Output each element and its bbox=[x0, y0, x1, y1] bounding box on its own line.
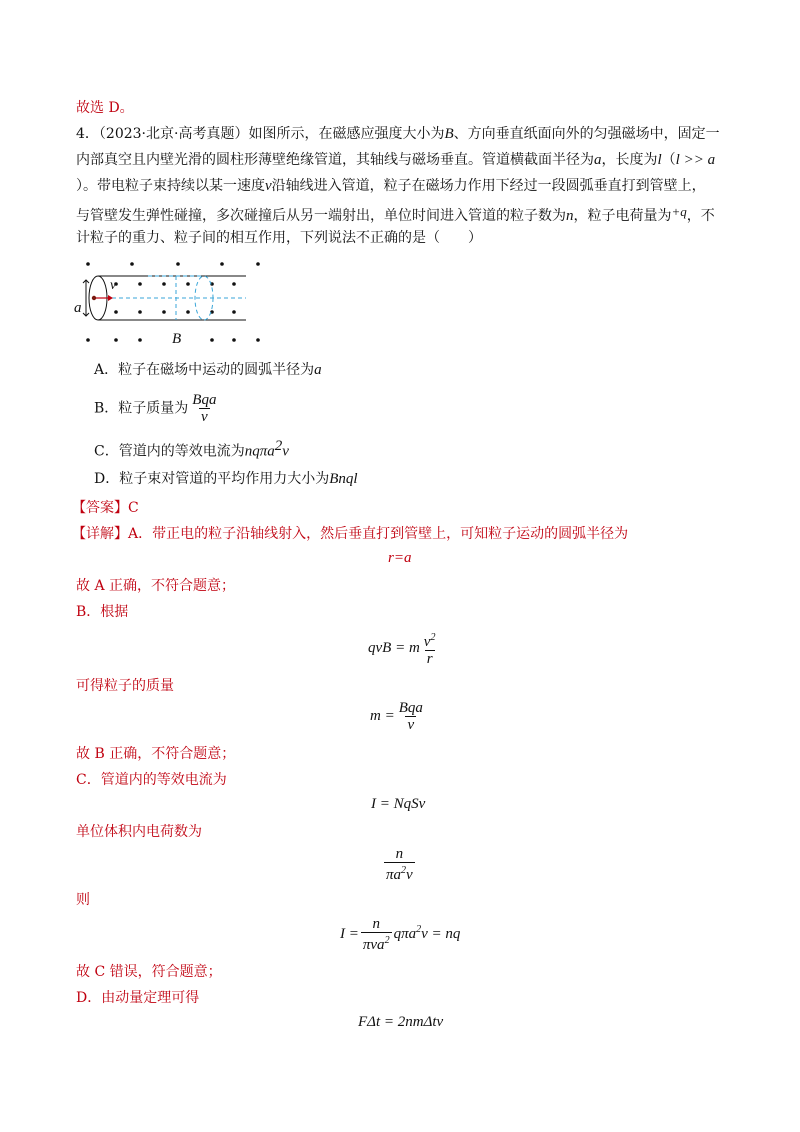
radius-marker bbox=[83, 280, 89, 316]
question-line-5: 计粒子的重力、粒子间的相互作用，下列说法不正确的是（ ） bbox=[76, 230, 482, 246]
question-line-4: 与管壁发生弹性碰撞，多次碰撞后从另一端射出，单位时间进入管道的粒子数为n，粒子电荷量为+q，不 bbox=[76, 204, 715, 224]
figure-label-a: a bbox=[74, 300, 82, 316]
detail-a-conclusion: 故 A 正确，不符合题意； bbox=[76, 578, 236, 594]
velocity-arrow bbox=[92, 295, 113, 301]
equation-1: qvB = m $\frac{v^2}{r}$ bbox=[368, 632, 436, 667]
question-number: 4． bbox=[76, 126, 99, 142]
figure-label-v: v bbox=[110, 278, 117, 293]
equation-2: m = $\frac{\text{Bqa}}{v}$ bbox=[370, 700, 423, 733]
equation-3: I = NqSv bbox=[371, 796, 426, 812]
question-line-3: ）。带电粒子束持续以某一速度v沿轴线进入管道，粒子在磁场力作用下经过一段圆弧垂直打到管壁上， bbox=[76, 178, 706, 194]
detail-c-intro: C．管道内的等效电流为 bbox=[76, 772, 227, 788]
detail-b-intro: B．根据 bbox=[76, 604, 129, 620]
figure-label-B: B bbox=[172, 331, 182, 347]
equation-4: $\frac{n}{\pi a^2v}$ bbox=[386, 846, 413, 883]
detail-d-intro: D．由动量定理可得 bbox=[76, 990, 200, 1006]
option-b: B．粒子质量为 $\frac{\text{Bqa}}{v}$ bbox=[94, 392, 217, 425]
magnetic-field-dots bbox=[86, 262, 260, 342]
detail-b-conclusion: 故 B 正确，不符合题意； bbox=[76, 746, 236, 762]
question-source: （2023·北京·高考真题） bbox=[98, 126, 249, 142]
detail-unit-text: 单位体积内电荷数为 bbox=[76, 824, 202, 840]
detail-then-text: 则 bbox=[76, 892, 90, 908]
question-line-2: 内部真空且内壁光滑的圆柱形薄壁绝缘管道，其轴线与磁场垂直。管道横截面半径为a，长度为l（l >> a bbox=[76, 152, 716, 168]
option-a: A．粒子在磁场中运动的圆弧半径为a bbox=[94, 362, 322, 378]
question-line-1: 4．（2023·北京·高考真题）如图所示，在磁感应强度大小为B、方向垂直纸面向外的匀强磁场中，固定一 bbox=[76, 126, 720, 142]
detail-mass-text: 可得粒子的质量 bbox=[76, 678, 174, 694]
detail-r-eq: r=a bbox=[388, 550, 412, 566]
equation-5: I = $\frac{n}{\pi va^2}$ qπa$^2$v = nq bbox=[340, 916, 461, 953]
equation-6: FΔt = 2nmΔtv bbox=[358, 1014, 444, 1030]
option-d: D．粒子束对管道的平均作用力大小为Bnql bbox=[94, 471, 358, 487]
prev-conclusion: 故选 D。 bbox=[76, 100, 134, 116]
answer: 【答案】C bbox=[72, 500, 139, 516]
detail-c-conclusion: 故 C 错误，符合题意； bbox=[76, 964, 222, 980]
option-c: C．管道内的等效电流为nqπa$^2$v bbox=[94, 438, 289, 460]
detail-a: 【详解】A．带正电的粒子沿轴线射入，然后垂直打到管壁上，可知粒子运动的圆弧半径为 bbox=[72, 526, 629, 542]
pipe-dashed-lines bbox=[98, 276, 246, 320]
